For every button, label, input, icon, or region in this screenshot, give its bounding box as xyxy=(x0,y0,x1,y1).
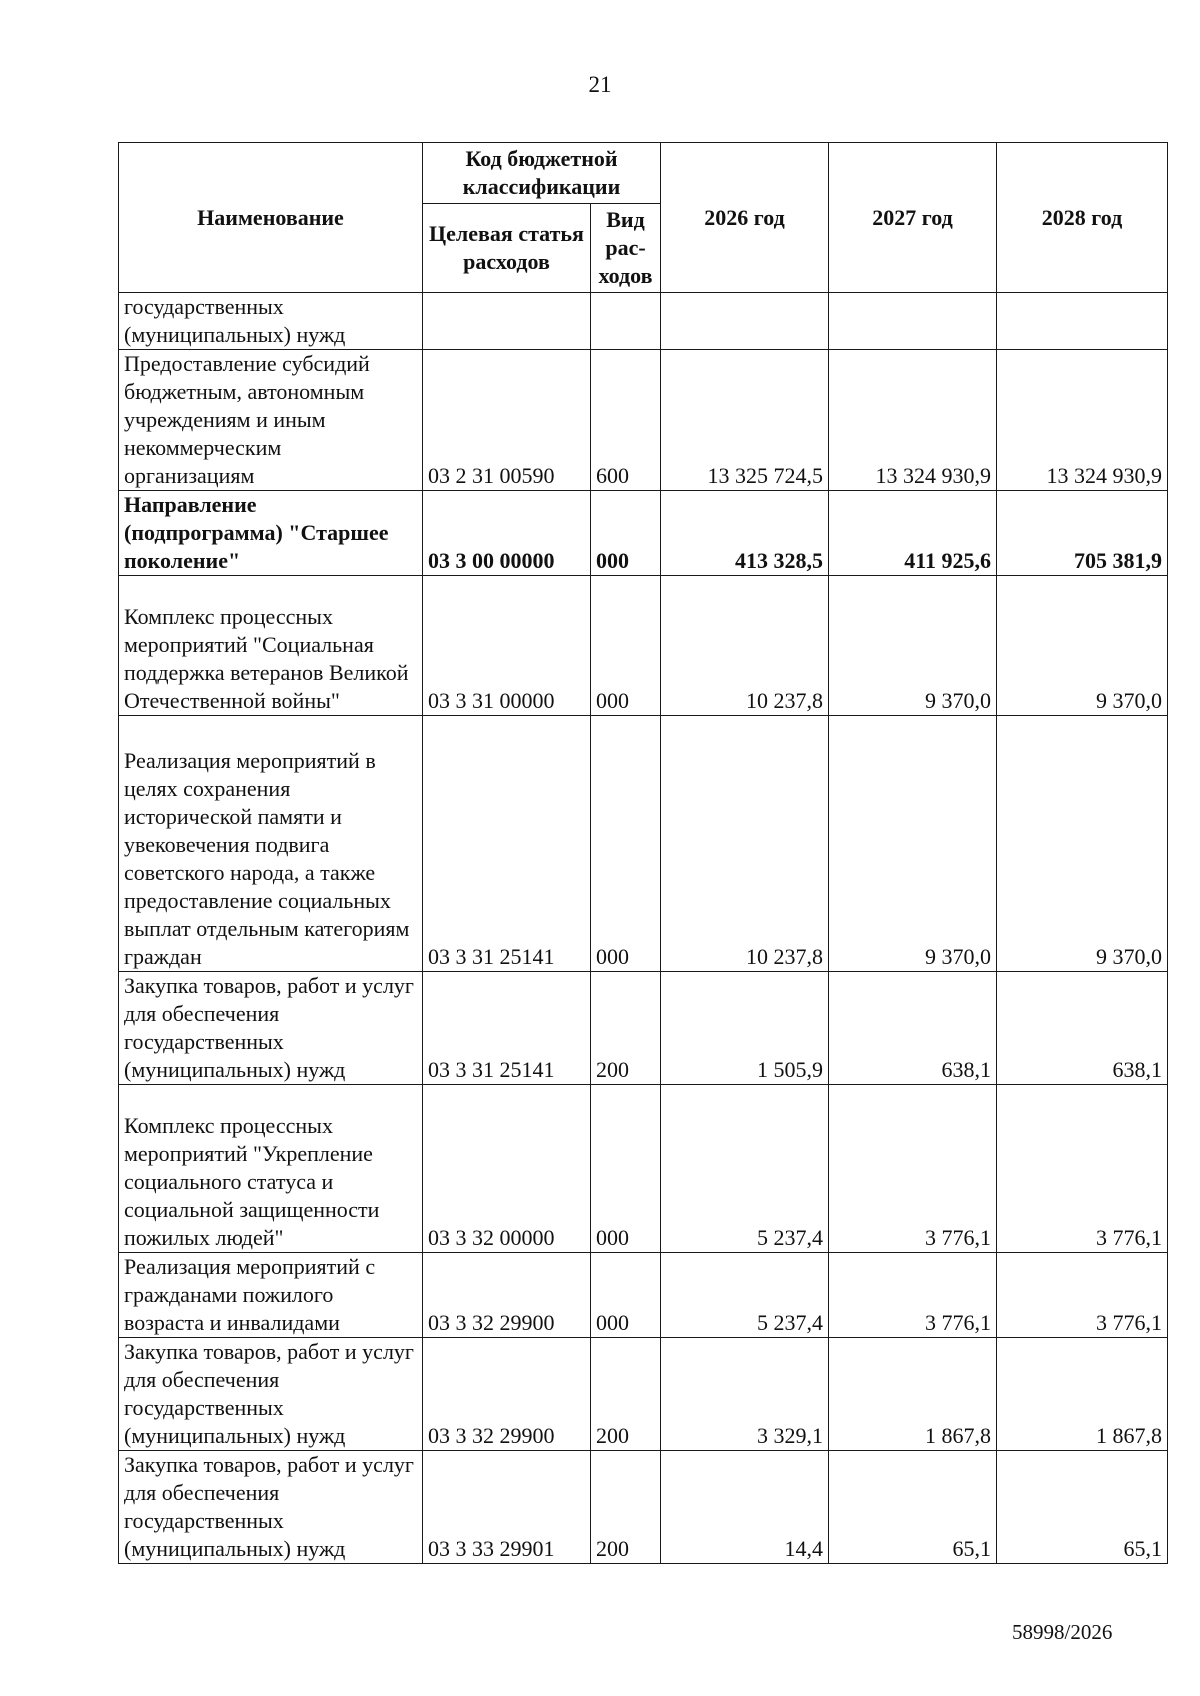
document-id: 58998/2026 xyxy=(1012,1620,1113,1644)
row-2026-value: 14,4 xyxy=(661,1451,829,1564)
row-2028-value: 13 324 930,9 xyxy=(997,350,1168,491)
row-expense-kind xyxy=(591,293,661,350)
row-name: Предоставление субсидий бюджетным, автономным учреждениям и иным некоммерческим организациям xyxy=(119,350,423,491)
row-expense-kind: 200 xyxy=(591,1338,661,1451)
row-expense-kind: 000 xyxy=(591,716,661,972)
row-2028-value: 65,1 xyxy=(997,1451,1168,1564)
table-row xyxy=(119,1451,1168,1564)
row-expense-kind: 000 xyxy=(591,1085,661,1253)
header-name: Наименование xyxy=(119,143,423,293)
row-name: Закупка товаров, работ и услуг для обеспечения государственных (муниципальных) нужд xyxy=(119,972,423,1085)
row-name: Реализация мероприятий с гражданами пожилого возраста и инвалидами xyxy=(119,1253,423,1338)
row-expense-kind: 200 xyxy=(591,972,661,1085)
row-2027-value xyxy=(829,293,997,350)
header-2027: 2027 год xyxy=(829,143,997,293)
row-2028-value: 705 381,9 xyxy=(997,491,1168,576)
row-name: Закупка товаров, работ и услуг для обеспечения государственных (муниципальных) нужд xyxy=(119,1338,423,1451)
row-2026-value: 10 237,8 xyxy=(661,716,829,972)
header-2026: 2026 год xyxy=(661,143,829,293)
row-2026-value xyxy=(661,293,829,350)
table-row xyxy=(119,293,1168,350)
row-2028-value: 9 370,0 xyxy=(997,716,1168,972)
row-target-article: 03 3 31 00000 xyxy=(423,576,591,716)
row-2026-value: 413 328,5 xyxy=(661,491,829,576)
row-target-article: 03 3 33 29901 xyxy=(423,1451,591,1564)
row-2028-value xyxy=(997,293,1168,350)
row-2027-value: 9 370,0 xyxy=(829,576,997,716)
header-budget-code: Код бюджетной классификации xyxy=(423,143,661,204)
row-2027-value: 411 925,6 xyxy=(829,491,997,576)
row-expense-kind: 200 xyxy=(591,1451,661,1564)
table-row xyxy=(119,350,1168,491)
row-target-article: 03 3 32 29900 xyxy=(423,1253,591,1338)
row-2027-value: 3 776,1 xyxy=(829,1253,997,1338)
row-target-article: 03 3 32 29900 xyxy=(423,1338,591,1451)
table-row xyxy=(119,972,1168,1085)
row-2026-value: 10 237,8 xyxy=(661,576,829,716)
row-2026-value: 13 325 724,5 xyxy=(661,350,829,491)
row-name: государственных (муниципальных) нужд xyxy=(119,293,423,350)
row-expense-kind: 000 xyxy=(591,576,661,716)
row-2026-value: 5 237,4 xyxy=(661,1253,829,1338)
row-name: Комплекс процессных мероприятий "Социальная поддержка ветеранов Великой Отечественной войны" xyxy=(119,576,423,716)
table-row xyxy=(119,1338,1168,1451)
table-row xyxy=(119,491,1168,576)
table-row xyxy=(119,1085,1168,1253)
row-2026-value: 5 237,4 xyxy=(661,1085,829,1253)
row-2027-value: 638,1 xyxy=(829,972,997,1085)
row-2027-value: 13 324 930,9 xyxy=(829,350,997,491)
row-target-article: 03 2 31 00590 xyxy=(423,350,591,491)
table-body xyxy=(119,293,1168,1564)
row-target-article: 03 3 00 00000 xyxy=(423,491,591,576)
page-number: 21 xyxy=(588,72,612,97)
table-row xyxy=(119,716,1168,972)
row-target-article: 03 3 31 25141 xyxy=(423,972,591,1085)
table-row xyxy=(119,576,1168,716)
table-row xyxy=(119,1253,1168,1338)
row-2028-value: 1 867,8 xyxy=(997,1338,1168,1451)
row-target-article xyxy=(423,293,591,350)
row-name: Комплекс процессных мероприятий "Укрепление социального статуса и социальной защищенности пожилых людей" xyxy=(119,1085,423,1253)
budget-table xyxy=(118,142,1168,1564)
row-2027-value: 9 370,0 xyxy=(829,716,997,972)
row-2027-value: 1 867,8 xyxy=(829,1338,997,1451)
row-expense-kind: 000 xyxy=(591,1253,661,1338)
row-2027-value: 3 776,1 xyxy=(829,1085,997,1253)
row-target-article: 03 3 32 00000 xyxy=(423,1085,591,1253)
row-2028-value: 9 370,0 xyxy=(997,576,1168,716)
row-2026-value: 3 329,1 xyxy=(661,1338,829,1451)
row-expense-kind: 000 xyxy=(591,491,661,576)
header-target-article xyxy=(423,204,591,293)
row-expense-kind: 600 xyxy=(591,350,661,491)
row-2028-value: 638,1 xyxy=(997,972,1168,1085)
header-2028: 2028 год xyxy=(997,143,1168,293)
row-target-article: 03 3 31 25141 xyxy=(423,716,591,972)
row-name: Закупка товаров, работ и услуг для обеспечения государственных (муниципальных) нужд xyxy=(119,1451,423,1564)
row-name: Направление (подпрограмма) "Старшее поколение" xyxy=(119,491,423,576)
row-2027-value: 65,1 xyxy=(829,1451,997,1564)
row-2026-value: 1 505,9 xyxy=(661,972,829,1085)
row-2028-value: 3 776,1 xyxy=(997,1085,1168,1253)
header-target-article-text: Целевая статья расходов xyxy=(429,221,584,274)
row-2028-value: 3 776,1 xyxy=(997,1253,1168,1338)
header-expense-kind: Вид рас-ходов xyxy=(591,204,661,293)
row-name: Реализация мероприятий в целях сохранения исторической памяти и увековечения подвига советского народа, а также предоставление социальных выплат отдельным категориям граждан xyxy=(119,716,423,972)
